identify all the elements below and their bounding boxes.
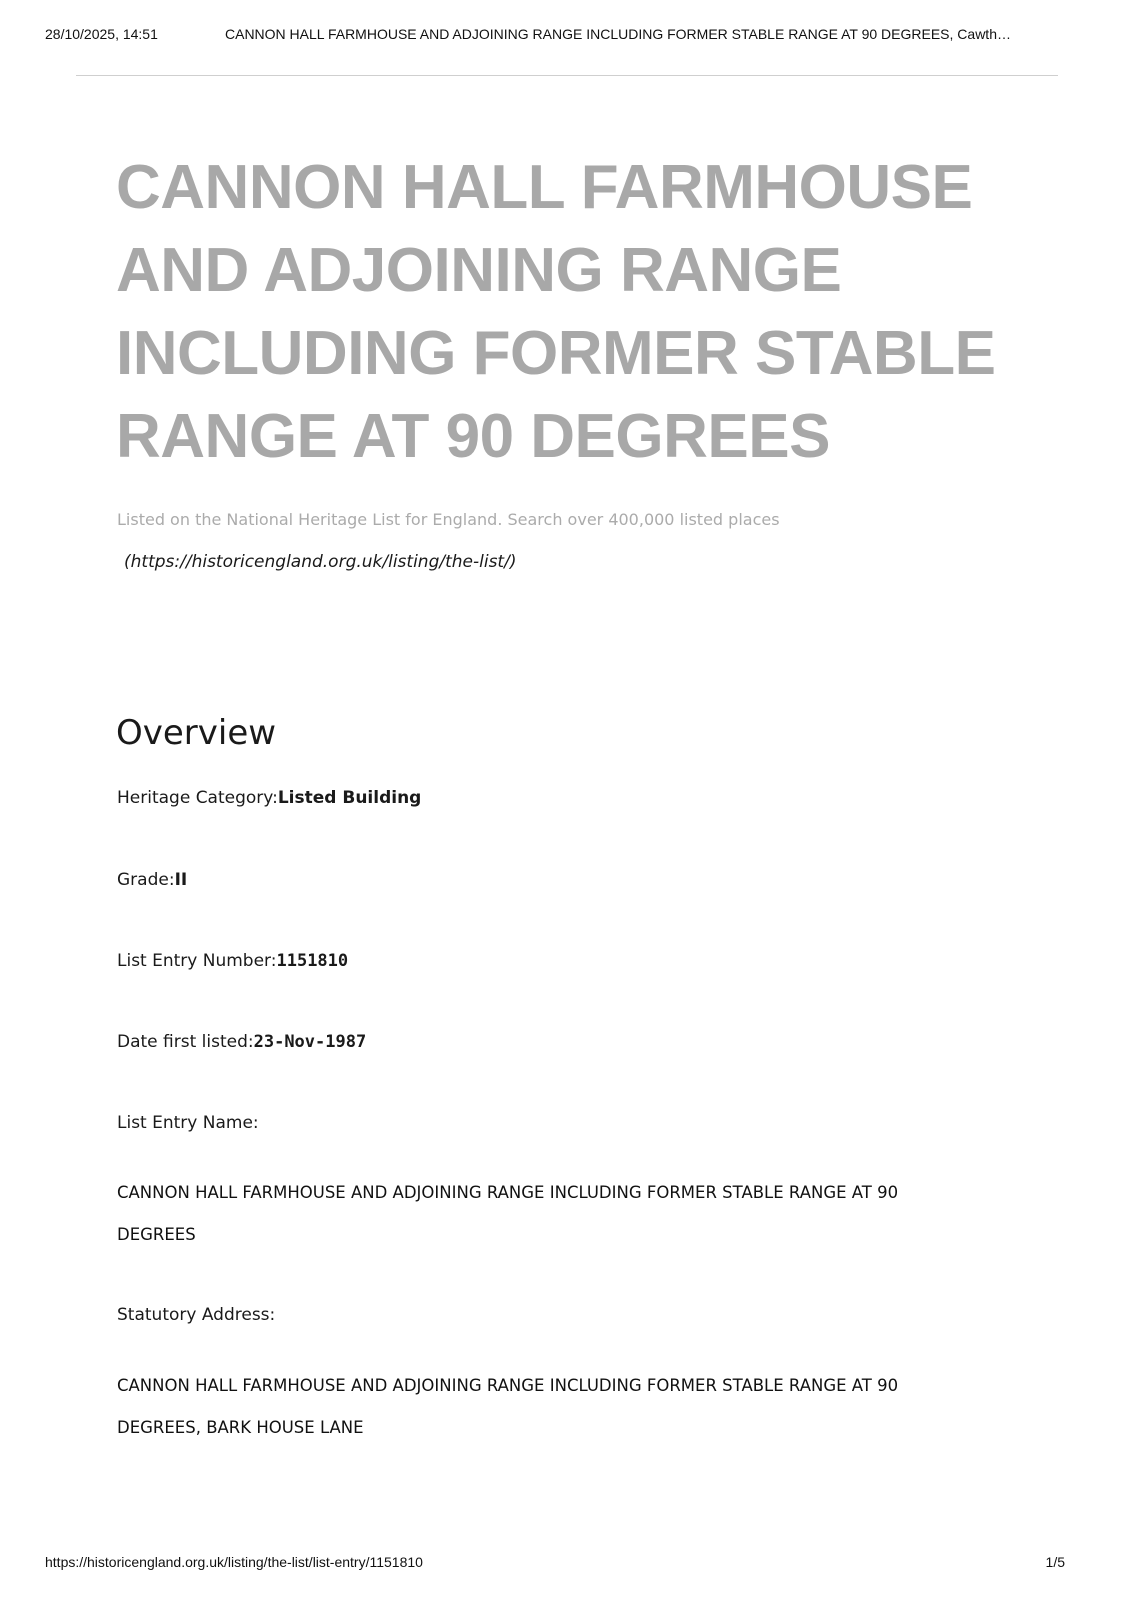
listed-note: Listed on the National Heritage List for England. Search over 400,000 listed places [117,510,780,529]
heritage-category-field [117,788,421,808]
date-first-listed-field [117,1032,366,1052]
print-header [45,26,1085,46]
grade-value: II [174,870,188,890]
header-divider [76,75,1058,76]
grade-label: Grade: [117,870,175,890]
overview-heading: Overview [116,713,277,753]
print-footer-url: https://historicengland.org.uk/listing/the-list/list-entry/1151810 [45,1554,423,1570]
statutory-address-label: Statutory Address: [117,1305,276,1325]
page-title: CANNON HALL FARMHOUSE AND ADJOINING RANGE INCLUDING FORMER STABLE RANGE AT 90 DEGREES [116,153,996,471]
list-entry-name-field [117,1113,259,1133]
heritage-category-label: Heritage Category: [117,788,278,808]
statutory-address-value: CANNON HALL FARMHOUSE AND ADJOINING RANGE INCLUDING FORMER STABLE RANGE AT 90 DEGREES, BARK HOUSE LANE [117,1376,899,1437]
list-entry-number-label: List Entry Number: [117,951,277,971]
print-document-title: CANNON HALL FARMHOUSE AND ADJOINING RANGE INCLUDING FORMER STABLE RANGE AT 90 DEGREES, Cawth… [225,26,1011,42]
list-entry-number-field [117,951,348,971]
print-page-number: 1/5 [1045,1554,1065,1570]
listed-url-link[interactable]: (https://historicengland.org.uk/listing/the-list/) [124,552,517,572]
print-timestamp: 28/10/2025, 14:51 [45,26,158,42]
date-first-listed-value: 23-Nov-1987 [253,1032,367,1052]
heritage-category-value: Listed Building [277,788,422,808]
print-footer [45,1554,1085,1574]
grade-field [117,870,187,890]
statutory-address-field [117,1305,275,1325]
date-first-listed-label: Date first listed: [117,1032,254,1052]
list-entry-number-value: 1151810 [276,951,349,971]
list-entry-name-value: CANNON HALL FARMHOUSE AND ADJOINING RANGE INCLUDING FORMER STABLE RANGE AT 90 DEGREES [117,1183,899,1244]
list-entry-name-label: List Entry Name: [117,1113,259,1133]
